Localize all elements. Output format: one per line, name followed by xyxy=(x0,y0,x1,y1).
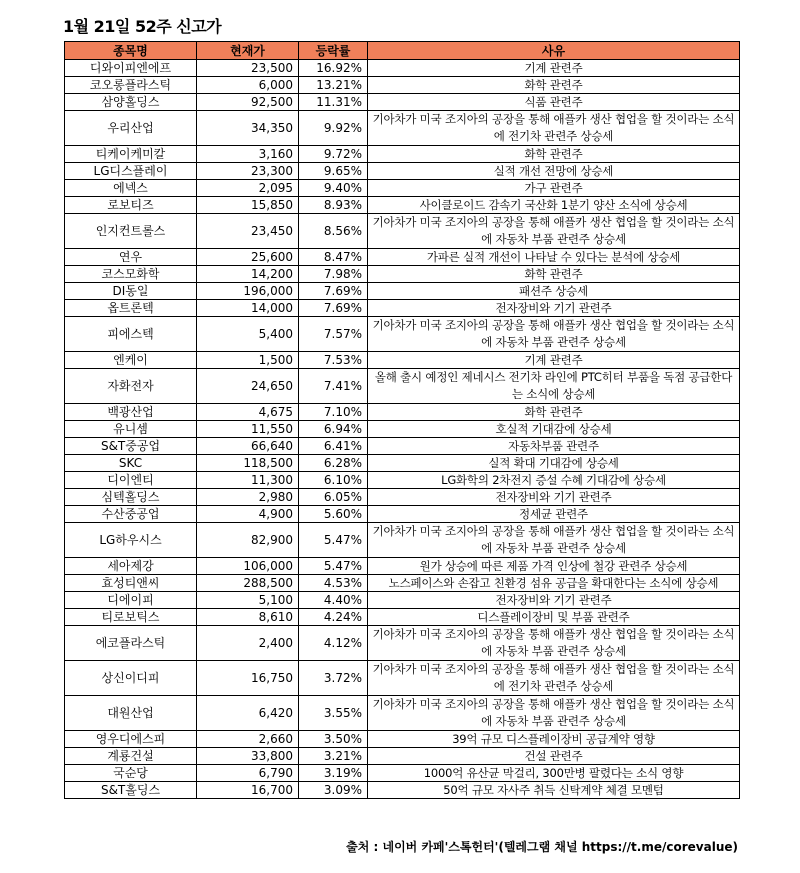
stock-name-cell: 디에이피 xyxy=(65,592,197,609)
price-cell: 66,640 xyxy=(197,438,299,455)
reason-cell: 자동차부품 관련주 xyxy=(368,438,740,455)
table-row xyxy=(65,163,740,180)
reason-cell: 전자장비와 기기 관련주 xyxy=(368,489,740,506)
change-cell: 3.72% xyxy=(299,661,368,696)
change-cell: 9.40% xyxy=(299,180,368,197)
stock-name-cell: 삼양홀딩스 xyxy=(65,94,197,111)
price-cell: 2,400 xyxy=(197,626,299,661)
stock-name-cell: 연우 xyxy=(65,249,197,266)
change-cell: 7.98% xyxy=(299,266,368,283)
price-cell: 4,675 xyxy=(197,404,299,421)
price-cell: 196,000 xyxy=(197,283,299,300)
stock-name-cell: LG디스플레이 xyxy=(65,163,197,180)
change-cell: 6.10% xyxy=(299,472,368,489)
table-row xyxy=(65,626,740,661)
change-cell: 3.55% xyxy=(299,696,368,731)
stock-name-cell: 유니셈 xyxy=(65,421,197,438)
table-row xyxy=(65,317,740,352)
stock-name-cell: 우리산업 xyxy=(65,111,197,146)
change-cell: 16.92% xyxy=(299,60,368,77)
stock-name-cell: 에넥스 xyxy=(65,180,197,197)
price-cell: 11,300 xyxy=(197,472,299,489)
stock-name-cell: 옵트론텍 xyxy=(65,300,197,317)
table-row xyxy=(65,283,740,300)
reason-cell: 가구 관련주 xyxy=(368,180,740,197)
table-row xyxy=(65,94,740,111)
stock-name-cell: 계룡건설 xyxy=(65,748,197,765)
price-cell: 106,000 xyxy=(197,558,299,575)
change-cell: 7.69% xyxy=(299,300,368,317)
table-row xyxy=(65,180,740,197)
table-row xyxy=(65,404,740,421)
reason-cell: 호실적 기대감에 상승세 xyxy=(368,421,740,438)
change-cell: 6.05% xyxy=(299,489,368,506)
header-name: 종목명 xyxy=(65,42,197,60)
table-row xyxy=(65,748,740,765)
stock-name-cell: 티로보틱스 xyxy=(65,609,197,626)
reason-cell: 화학 관련주 xyxy=(368,404,740,421)
table-row xyxy=(65,696,740,731)
price-cell: 2,660 xyxy=(197,731,299,748)
reason-cell: 기아차가 미국 조지아의 공장을 통해 애플카 생산 협업을 할 것이라는 소식에 자동차 부품 관련주 상승세 xyxy=(368,214,740,249)
table-row xyxy=(65,558,740,575)
stock-name-cell: 디이엔티 xyxy=(65,472,197,489)
reason-cell: 패션주 상승세 xyxy=(368,283,740,300)
change-cell: 7.41% xyxy=(299,369,368,404)
stock-name-cell: 디와이피엔에프 xyxy=(65,60,197,77)
price-cell: 11,550 xyxy=(197,421,299,438)
stock-name-cell: 대원산업 xyxy=(65,696,197,731)
stock-name-cell: 국순당 xyxy=(65,765,197,782)
reason-cell: 실적 개선 전망에 상승세 xyxy=(368,163,740,180)
header-change: 등락률 xyxy=(299,42,368,60)
price-cell: 23,500 xyxy=(197,60,299,77)
reason-cell: 1000억 유산균 막걸리, 300만병 팔렸다는 소식 영향 xyxy=(368,765,740,782)
table-row xyxy=(65,455,740,472)
reason-cell: 기아차가 미국 조지아의 공장을 통해 애플카 생산 협업을 할 것이라는 소식에 자동차 부품 관련주 상승세 xyxy=(368,696,740,731)
change-cell: 6.94% xyxy=(299,421,368,438)
reason-cell: 39억 규모 디스플레이장비 공급계약 영향 xyxy=(368,731,740,748)
table-row xyxy=(65,60,740,77)
stock-name-cell: 영우디에스피 xyxy=(65,731,197,748)
change-cell: 3.50% xyxy=(299,731,368,748)
change-cell: 8.93% xyxy=(299,197,368,214)
table-row xyxy=(65,523,740,558)
header-price: 현재가 xyxy=(197,42,299,60)
price-cell: 5,100 xyxy=(197,592,299,609)
stock-name-cell: S&T홀딩스 xyxy=(65,782,197,799)
price-cell: 6,790 xyxy=(197,765,299,782)
change-cell: 8.56% xyxy=(299,214,368,249)
table-row xyxy=(65,214,740,249)
table-row xyxy=(65,489,740,506)
table-row xyxy=(65,352,740,369)
change-cell: 8.47% xyxy=(299,249,368,266)
reason-cell: 전자장비와 기기 관련주 xyxy=(368,592,740,609)
price-cell: 2,980 xyxy=(197,489,299,506)
table-row xyxy=(65,731,740,748)
stock-name-cell: 티케이케미칼 xyxy=(65,146,197,163)
price-cell: 92,500 xyxy=(197,94,299,111)
table-row xyxy=(65,369,740,404)
table-row xyxy=(65,249,740,266)
stock-name-cell: 에코플라스틱 xyxy=(65,626,197,661)
stock-name-cell: SKC xyxy=(65,455,197,472)
change-cell: 6.41% xyxy=(299,438,368,455)
stock-name-cell: 코오롱플라스틱 xyxy=(65,77,197,94)
change-cell: 7.69% xyxy=(299,283,368,300)
table-row xyxy=(65,661,740,696)
reason-cell: 기아차가 미국 조지아의 공장을 통해 애플카 생산 협업을 할 것이라는 소식에 전기차 관련주 상승세 xyxy=(368,111,740,146)
header-reason: 사유 xyxy=(368,42,740,60)
change-cell: 3.09% xyxy=(299,782,368,799)
stock-name-cell: 백광산업 xyxy=(65,404,197,421)
table-row xyxy=(65,609,740,626)
table-row xyxy=(65,506,740,523)
price-cell: 25,600 xyxy=(197,249,299,266)
table-row xyxy=(65,472,740,489)
price-cell: 82,900 xyxy=(197,523,299,558)
reason-cell: 기아차가 미국 조지아의 공장을 통해 애플카 생산 협업을 할 것이라는 소식에 전기차 관련주 상승세 xyxy=(368,661,740,696)
price-cell: 14,000 xyxy=(197,300,299,317)
change-cell: 3.19% xyxy=(299,765,368,782)
table-row xyxy=(65,592,740,609)
stock-name-cell: S&T중공업 xyxy=(65,438,197,455)
stock-name-cell: 인지컨트롤스 xyxy=(65,214,197,249)
stock-name-cell: 세아제강 xyxy=(65,558,197,575)
change-cell: 4.24% xyxy=(299,609,368,626)
price-cell: 8,610 xyxy=(197,609,299,626)
price-cell: 16,750 xyxy=(197,661,299,696)
reason-cell: 50억 규모 자사주 취득 신탁계약 체결 모멘텀 xyxy=(368,782,740,799)
table-row xyxy=(65,111,740,146)
price-cell: 34,350 xyxy=(197,111,299,146)
table-row xyxy=(65,197,740,214)
price-cell: 1,500 xyxy=(197,352,299,369)
header-row xyxy=(65,42,740,60)
change-cell: 5.60% xyxy=(299,506,368,523)
reason-cell: 올해 출시 예정인 제네시스 전기차 라인에 PTC히터 부품을 독점 공급한다는 소식에 상승세 xyxy=(368,369,740,404)
price-cell: 33,800 xyxy=(197,748,299,765)
price-cell: 15,850 xyxy=(197,197,299,214)
change-cell: 13.21% xyxy=(299,77,368,94)
reason-cell: 사이클로이드 감속기 국산화 1분기 양산 소식에 상승세 xyxy=(368,197,740,214)
price-cell: 23,300 xyxy=(197,163,299,180)
reason-cell: 가파른 실적 개선이 나타날 수 있다는 분석에 상승세 xyxy=(368,249,740,266)
change-cell: 7.10% xyxy=(299,404,368,421)
price-cell: 24,650 xyxy=(197,369,299,404)
reason-cell: 화학 관련주 xyxy=(368,77,740,94)
price-cell: 6,000 xyxy=(197,77,299,94)
table-row xyxy=(65,575,740,592)
change-cell: 5.47% xyxy=(299,523,368,558)
reason-cell: 노스페이스와 손잡고 친환경 섬유 공급을 확대한다는 소식에 상승세 xyxy=(368,575,740,592)
price-cell: 14,200 xyxy=(197,266,299,283)
stock-name-cell: 효성티앤씨 xyxy=(65,575,197,592)
reason-cell: 전자장비와 기기 관련주 xyxy=(368,300,740,317)
change-cell: 7.57% xyxy=(299,317,368,352)
stock-name-cell: 심텍홀딩스 xyxy=(65,489,197,506)
stock-name-cell: 로보티즈 xyxy=(65,197,197,214)
reason-cell: 건설 관련주 xyxy=(368,748,740,765)
stock-name-cell: 코스모화학 xyxy=(65,266,197,283)
change-cell: 4.40% xyxy=(299,592,368,609)
change-cell: 6.28% xyxy=(299,455,368,472)
stock-name-cell: 상신이디피 xyxy=(65,661,197,696)
reason-cell: 화학 관련주 xyxy=(368,146,740,163)
change-cell: 3.21% xyxy=(299,748,368,765)
reason-cell: 실적 확대 기대감에 상승세 xyxy=(368,455,740,472)
price-cell: 5,400 xyxy=(197,317,299,352)
change-cell: 9.65% xyxy=(299,163,368,180)
table-row xyxy=(65,77,740,94)
reason-cell: 정세균 관련주 xyxy=(368,506,740,523)
price-cell: 288,500 xyxy=(197,575,299,592)
reason-cell: 화학 관련주 xyxy=(368,266,740,283)
price-cell: 4,900 xyxy=(197,506,299,523)
stock-name-cell: 수산중공업 xyxy=(65,506,197,523)
source-footer: 출처 : 네이버 카페'스톡헌터'(텔레그램 채널 https://t.me/corevalue) xyxy=(346,840,738,854)
reason-cell: 기아차가 미국 조지아의 공장을 통해 애플카 생산 협업을 할 것이라는 소식에 자동차 부품 관련주 상승세 xyxy=(368,523,740,558)
stock-name-cell: 피에스텍 xyxy=(65,317,197,352)
price-cell: 118,500 xyxy=(197,455,299,472)
table-row xyxy=(65,266,740,283)
change-cell: 5.47% xyxy=(299,558,368,575)
stock-name-cell: DI동일 xyxy=(65,283,197,300)
change-cell: 11.31% xyxy=(299,94,368,111)
price-cell: 2,095 xyxy=(197,180,299,197)
price-cell: 23,450 xyxy=(197,214,299,249)
reason-cell: 기계 관련주 xyxy=(368,352,740,369)
reason-cell: 디스플레이장비 및 부품 관련주 xyxy=(368,609,740,626)
reason-cell: 원가 상승에 따른 제품 가격 인상에 철강 관련주 상승세 xyxy=(368,558,740,575)
change-cell: 4.53% xyxy=(299,575,368,592)
stock-name-cell: LG하우시스 xyxy=(65,523,197,558)
table-row xyxy=(65,300,740,317)
stock-name-cell: 엔케이 xyxy=(65,352,197,369)
change-cell: 9.92% xyxy=(299,111,368,146)
reason-cell: 식품 관련주 xyxy=(368,94,740,111)
table-row xyxy=(65,438,740,455)
stock-name-cell: 자화전자 xyxy=(65,369,197,404)
reason-cell: LG화학의 2차전지 증설 수혜 기대감에 상승세 xyxy=(368,472,740,489)
reason-cell: 기아차가 미국 조지아의 공장을 통해 애플카 생산 협업을 할 것이라는 소식에 자동차 부품 관련주 상승세 xyxy=(368,626,740,661)
change-cell: 7.53% xyxy=(299,352,368,369)
price-cell: 3,160 xyxy=(197,146,299,163)
table-row xyxy=(65,146,740,163)
price-cell: 16,700 xyxy=(197,782,299,799)
table-row xyxy=(65,765,740,782)
stock-table xyxy=(64,41,740,799)
page-title: 1월 21일 52주 신고가 xyxy=(63,17,222,36)
reason-cell: 기계 관련주 xyxy=(368,60,740,77)
price-cell: 6,420 xyxy=(197,696,299,731)
reason-cell: 기아차가 미국 조지아의 공장을 통해 애플카 생산 협업을 할 것이라는 소식에 자동차 부품 관련주 상승세 xyxy=(368,317,740,352)
change-cell: 9.72% xyxy=(299,146,368,163)
table-row xyxy=(65,782,740,799)
table-row xyxy=(65,421,740,438)
change-cell: 4.12% xyxy=(299,626,368,661)
